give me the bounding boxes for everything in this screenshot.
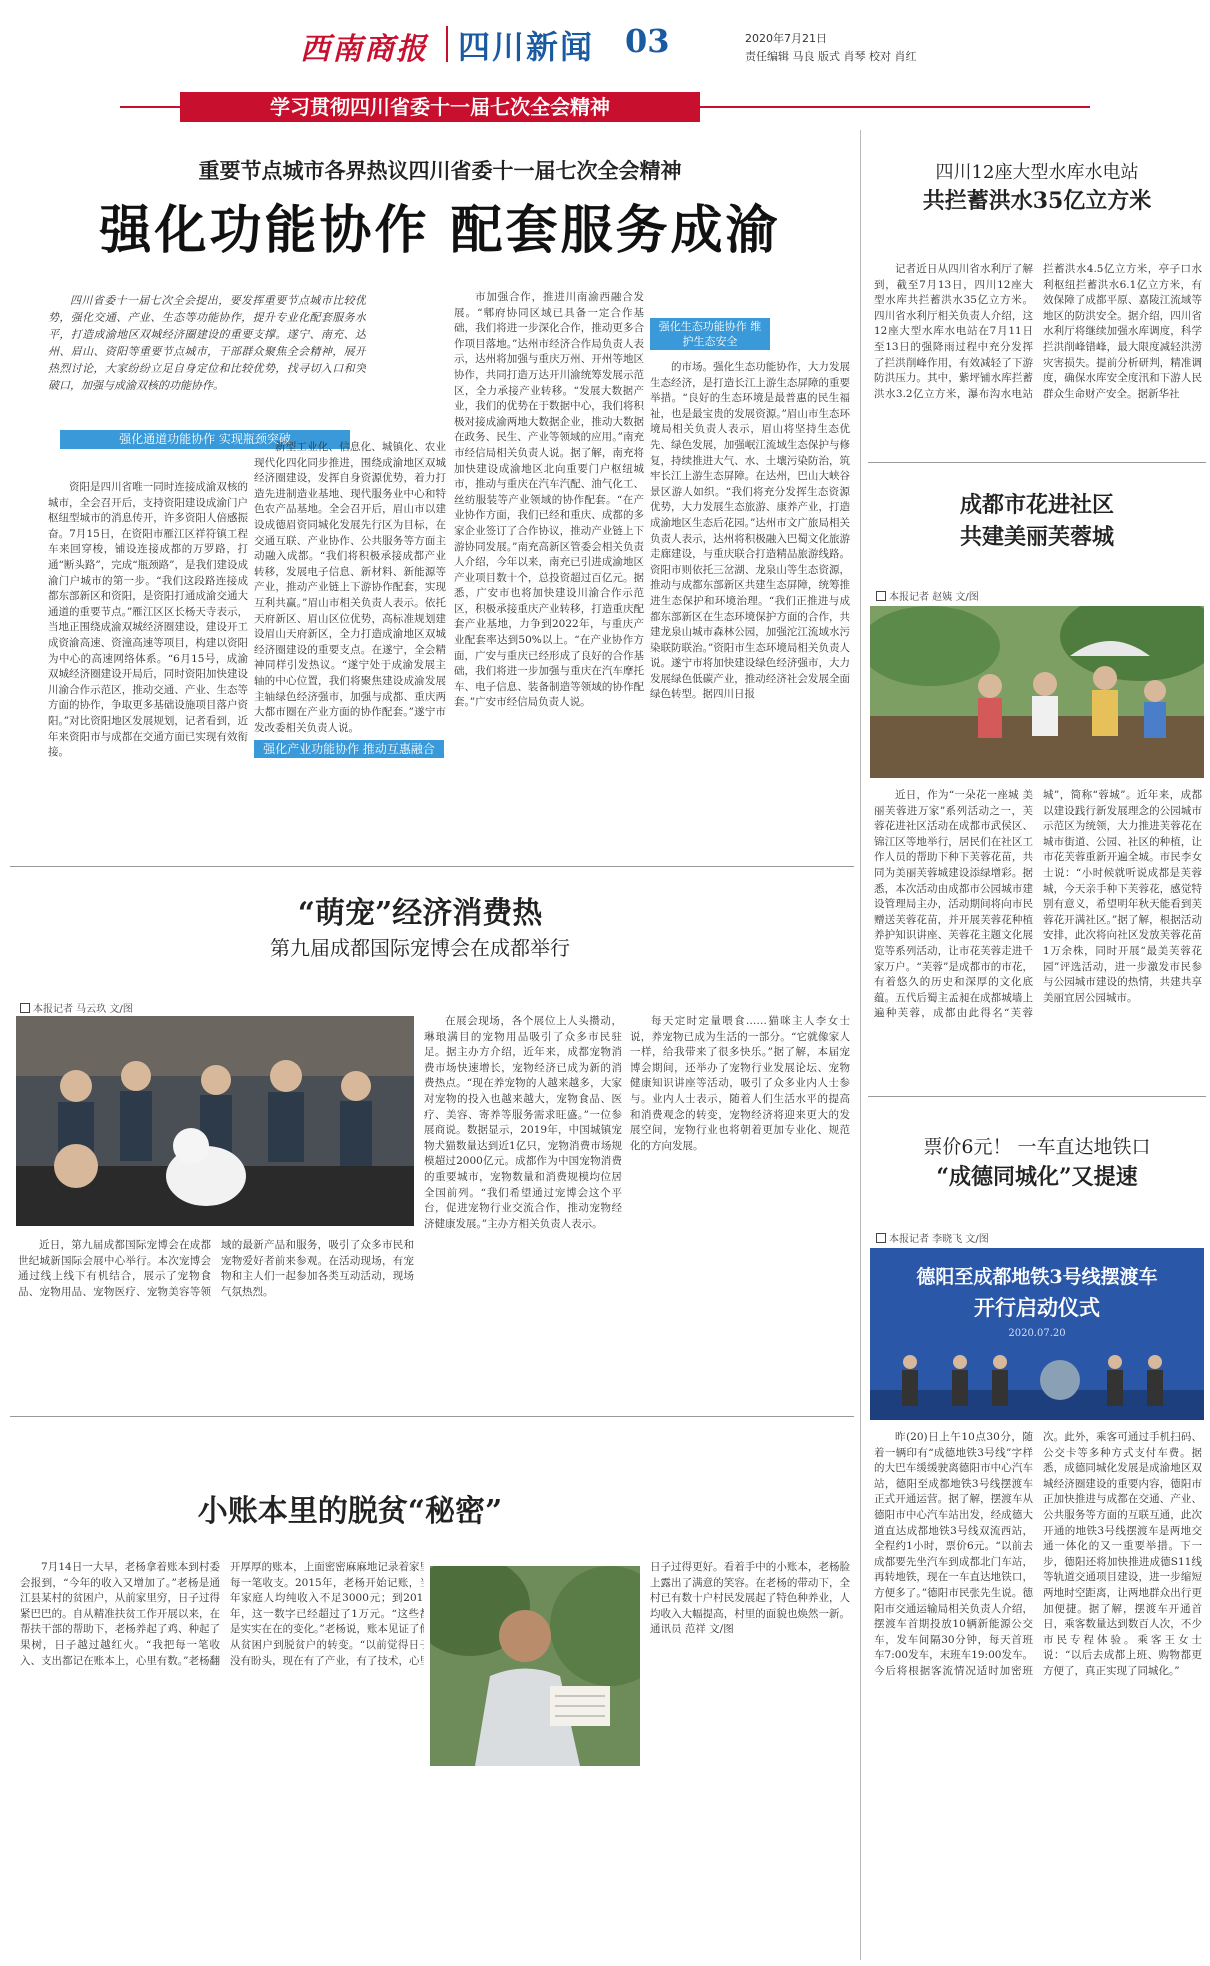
pets-top-rule: [10, 866, 854, 867]
poverty-title: 小账本里的脱贫“秘密”: [197, 1494, 503, 1529]
lead-subhead-ecology: 强化生态功能协作 维护生态安全: [650, 318, 770, 350]
lead-column-3: 市加强合作，推进川南渝西融合发展。“郫府协同区域已具备一定合作基础，我们将进一步深化合作，推动更多合作项目落地。”达州市经济合作局负责人表示，达州将加强与重庆万州、开州等地区协作，共同打造万达开川渝统筹发展示范区，全力承接产业转移。“发展大数据产业，我们的优势在于数据中心，我们将积极对接成渝两地大数据企业，推动大数据在政务、民生、产业等领域的应用。”南充市经信局相关负责人说。据了解，南充将加快建设成渝地区北向重要门户枢纽城市，推动与重庆在汽车汽配、油气化工、丝纺服装等产业领域的协作配套。“在产业协作方面，我们已经和重庆、成都的多家企业签订了合作协议，推动产业链上下游协同发展。”南充高新区管委会相关负责人介绍，今年以来，南充已引进成渝地区产业项目数十个，总投资超过百亿元。据悉，广安市也将加快建设川渝合作示范区，积极承接重庆产业转移，打造重庆配套产业基地，力争到2022年，与重庆产业配套率达到50%以上。“在产业协作方面，广安与重庆已经形成了良好的合作基础，我们将进一步加强与重庆在汽车摩托车、电子信息、装备制造等领域的协作配套。”广安市经信局负责人说。: [454, 291, 644, 709]
metro-photo-date: 2020.07.20: [1008, 1328, 1066, 1339]
pets-photo-image: [16, 1016, 414, 1226]
reservoir-bottom-rule: [868, 462, 1206, 463]
reservoir-title-1: 四川12座大型水库水电站: [935, 162, 1139, 183]
metro-ceremony-figures: [870, 1340, 1204, 1420]
flowers-title-2: 共建美丽芙蓉城: [959, 524, 1114, 550]
metro-text: 昨(20)日上午10点30分，随着一辆印有“成德地铁3号线”字样的大巴车缓缓驶离德阳市中心汽车站，德阳至成都地铁3号线摆渡车正式开通运营。据了解，摆渡车从德阳市中心汽车站出发，经成德大道直达成都地铁3号线双流西站，全程约1小时，票价6元。“以前去成都要先坐汽车到成都北门车站，再转地铁，现在一车直达地铁口，方便多了。”德阳市民张先生说。德阳市交通运输局相关负责人介绍，摆渡车首期投放10辆新能源公交车，发车间隔30分钟，每天首班车7:00发车，末班车19:00发车。今后将根据客流情况适时加密班次。此外，乘客可通过手机扫码、公交卡等多种方式支付车费。据悉，成德同城化发展是成渝地区双城经济圈建设的重要内容，德阳市正加快推进与成都在交通、产业、公共服务等方面的互联互通，此次开通的地铁3号线摆渡车是两地交通一体化的又一重要举措。下一步，德阳还将加快推进成德S11线等轨道交通项目建设，进一步缩短两地时空距离，让两地群众出行更加便捷。据了解，摆渡车开通首日，乘客数量达到数百人次，不少市民专程体验。乘客王女士说：“以后去成都上班、购物都更方便了，真正实现了同城化。”: [874, 1431, 1202, 1677]
metro-photo-title-1: 德阳至成都地铁3号线摆渡车: [916, 1266, 1158, 1288]
metro-title-1: 票价6元！ 一车直达地铁口: [923, 1136, 1151, 1158]
lead-headline: 强化功能协作 配套服务成渝: [99, 200, 781, 261]
metro-byline: 本报记者 李晓飞 文/图: [876, 1230, 989, 1245]
lead-column-1: 资阳是四川省唯一同时连接成渝双核的城市，全会召开后，支持资阳建设成渝门户枢纽型城市的消息传开，许多资阳人倍感振奋。7月15日，在资阳市雁江区祥符镇工程车来回穿梭，铺设连接成都的万罗路，打通“断头路”，完成“瓶颈路”，是我们建设成渝门户城市的第一步。“我们这段路连接成都东部新区和资阳，是资阳打通成渝交通大通道的重要节点。”雁江区区长杨天寺表示，当地正围绕成渝双城经济圈建设，建设开工成资渝高速、资潼高速等项目，构建以资阳为中心的高速网络体系。“6月15号，成渝双城经济圈建设开局后，同时资阳加快建设川渝合作示范区，推动交通、产业、生态等方面的协作，争取更多基础设施项目落户资阳。”对比资阳地区发展规划，记者看到，近年来资阳市与成都在交通方面已实现有效衔接。: [48, 481, 248, 759]
topic-banner: [120, 90, 1090, 124]
flowers-text: 近日，作为“一朵花一座城 美丽芙蓉进万家”系列活动之一，芙蓉花进社区活动在成都市武侯区、锦江区等地举行，居民们在社区工作人员的帮助下种下芙蓉花苗，共同为美丽芙蓉城建设添绿增彩。据悉，本次活动由成都市公园城市建设管理局主办，活动期间将向市民赠送芙蓉花苗，并开展芙蓉花种植养护知识讲座、芙蓉花主题文化展览等系列活动，让市花芙蓉走进千家万户。“芙蓉”是成都市的市花，有着悠久的历史和深厚的文化底蕴。五代后蜀主孟昶在成都城墙上遍种芙蓉，成都由此得名“芙蓉城”，简称“蓉城”。近年来，成都以建设践行新发展理念的公园城市示范区为统领，大力推进芙蓉花在城市街道、公园、社区的种植，让市花芙蓉重新开遍全城。市民李女士说：“小时候就听说成都是芙蓉城，今天亲手种下芙蓉花，感觉特别有意义，希望明年秋天能看到芙蓉花开满社区。”据了解，根据活动安排，此次将向社区发放芙蓉花苗1万余株，同时开展“最美芙蓉花园”评选活动，进一步激发市民参与公园城市建设的热情，共建共享美丽宜居公园城市。: [874, 789, 1202, 1020]
lead-right-divider: [860, 130, 861, 1960]
lead-kicker: 重要节点城市各界热议四川省委十一届七次全会精神: [198, 158, 682, 183]
lead-intro: 四川省委十一届七次全会提出，要发挥重要节点城市比较优势，强化交通、产业、生态等功能协作，提升专业化配套服务水平，打造成渝地区双城经济圈建设的重要支撑。遂宁、南充、达州、眉山、资阳等重要节点城市，干部群众聚焦全会精神，展开热烈讨论，大家纷纷立足自身定位和比较优势，找寻切入口和突破口，加强与成渝双核的功能协作。: [48, 294, 366, 392]
flowers-photo: [870, 606, 1204, 778]
pets-title-1: “萌宠”经济消费热: [297, 896, 543, 931]
issue-date: 2020年7月21日: [745, 32, 827, 45]
lead-column-4: 的市场。强化生态功能协作，大力发展生态经济，是打造长江上游生态屏障的重要举措。“良好的生态环境是最普惠的民生福祉，也是最宝贵的发展资源。”眉山市生态环境局相关负责人表示，眉山将坚持生态优先、绿色发展，加强岷江流域生态保护与修复，持续推进大气、水、土壤污染防治，筑牢长江上游生态屏障。在达州，巴山大峡谷景区游人如织。“我们将充分发挥生态资源优势，大力发展生态旅游、康养产业，打造成渝地区生态后花园。”达州市文广旅局相关负责人表示，达州将积极融入巴蜀文化旅游走廊建设，与重庆联合打造精品旅游线路。资阳市则依托三岔湖、龙泉山等生态资源，推动与成都东部新区共建生态屏障，统筹推进生态保护和环境治理。“我们正推进与成都东部新区在生态环境保护方面的合作，共建龙泉山城市森林公园，加强沱江流域水污染联防联治。”资阳市生态环境局相关负责人说。遂宁市将加快建设绿色经济强市，大力发展绿色低碳产业，推动经济社会发展全面绿色转型。据四川日报: [650, 361, 850, 701]
pets-byline: 本报记者 马云玖 文/图: [20, 1000, 133, 1015]
pets-text-3: 每天定时定量喂食……猫咪主人李女士说，养宠物已成为生活的一部分。“它就像家人一样，给我带来了很多快乐。”据了解，本届宠博会期间，还举办了宠物行业发展论坛、宠物健康知识讲座等活动，吸引了众多业内人士参与。业内人士表示，随着人们生活水平的提高和消费观念的转变，宠物经济将迎来更大的发展空间，宠物行业也将朝着更加专业化、规范化的方向发展。: [630, 1015, 850, 1152]
section-name: 四川新闻: [458, 28, 595, 66]
masthead: [0, 0, 1210, 80]
newspaper-logo: 西南商报: [300, 32, 428, 67]
pets-title-2: 第九届成都国际宠博会在成都举行: [270, 936, 570, 960]
lead-subhead-industry: 强化产业功能协作 推动互惠融合: [254, 740, 444, 758]
pets-photo: [16, 1016, 414, 1226]
poverty-photo: [430, 1566, 640, 1766]
flowers-photo-image: [870, 606, 1204, 778]
pets-text-2: 在展会现场，各个展位上人头攒动，琳琅满目的宠物用品吸引了众多市民驻足。据主办方介绍，近年来，成都宠物消费市场快速增长，宠物经济已成为新的消费热点。“现在养宠物的人越来越多，大家对宠物的投入也越来越大，宠物食品、医疗、美容、寄养等服务需求旺盛。”一位参展商说。数据显示，2019年，中国城镇宠物犬猫数量达到近1亿只，宠物消费市场规模超过2000亿元。成都作为中国宠物消费的重要城市，宠物数量和消费规模均位居全国前列。“我们希望通过宠博会这个平台，促进宠物行业交流合作，推动宠物经济健康发展。”主办方相关负责人表示。: [424, 1015, 622, 1230]
reservoir-title-2: 共拦蓄洪水35亿立方米: [922, 188, 1152, 214]
flowers-byline: 本报记者 赵姨 文/图: [876, 588, 979, 603]
poverty-text: 7月14日一大早，老杨拿着账本到村委会报到，“今年的收入又增加了。”老杨是通江县某村的贫困户，从前家里穷，日子过得紧巴巴的。自从精准扶贫工作开展以来，在帮扶干部的帮助下，老杨养起了鸡、种起了果树，日子越过越红火。“我把每一笔收入、支出都记在账本上，心里有数。”老杨翻开厚厚的账本，上面密密麻麻地记录着家里每一笔收支。2015年，老杨开始记账，当年家庭人均纯收入不足3000元；到2019年，这一数字已经超过了1万元。“这些都是实实在在的变化。”老杨说，账本见证了他从贫困户到脱贫户的转变。“以前觉得日子没有盼头，现在有了产业，有了技术，心里 日子过得更好。看着手中的小账本，老杨脸上露出了满意的笑容。在老杨的带动下，全村已有数十户村民发展起了特色种养业，人均收入大幅提高，村里的面貌也焕然一新。通讯员 范祥 文/图: [20, 1561, 850, 1667]
editor-credits: 责任编辑 马良 版式 肖琴 校对 肖红: [745, 50, 917, 63]
poverty-photo-image: [430, 1566, 640, 1766]
reservoir-text: 记者近日从四川省水利厅了解到，截至7月13日，四川12座大型水库共拦蓄洪水35亿立方米。四川省水利厅相关负责人介绍，这12座大型水库水电站在7月11日至13日的强降雨过程中充分发挥了拦洪削峰作用，有效减轻了下游防洪压力。其中，紫坪铺水库拦蓄洪水3.2亿立方米，瀑布沟水电站拦蓄洪水4.5亿立方米，亭子口水利枢纽拦蓄洪水6.1亿立方米，有效保障了成都平原、嘉陵江流域等地区的防洪安全。据介绍，四川省水利厅将继续加强水库调度，科学拦洪削峰错峰，最大限度减轻洪涝灾害损失。提前分析研判，精准调度，确保水库安全度汛和下游人民群众生命财产安全。据新华社: [874, 263, 1202, 400]
poverty-top-rule: [10, 1416, 854, 1417]
metro-photo-title-2: 开行启动仪式: [974, 1295, 1100, 1320]
logo-divider: [446, 26, 448, 62]
metro-title-2: “成德同城化”又提速: [936, 1164, 1138, 1190]
page-number: 03: [625, 22, 670, 60]
metro-photo: [870, 1248, 1204, 1420]
flowers-title-1: 成都市花进社区: [959, 492, 1114, 518]
banner-label: 学习贯彻四川省委十一届七次全会精神: [180, 92, 700, 122]
lead-column-2: 新型工业化、信息化、城镇化、农业现代化四化同步推进，围绕成渝地区双城经济圈建设，发挥自身资源优势，着力打造先进制造业基地、现代服务业中心和特色农产品基地。全会召开后，眉山市以建设成德眉资同城化发展先行区为目标，在交通互联、产业协作、公共服务等方面主动融入成都。“我们将积极承接成都产业转移，发展电子信息、新材料、新能源等产业，推动产业链上下游协作配套，实现互利共赢。”眉山市相关负责人表示。依托天府新区、眉山区位优势，高标准规划建设眉山天府新区，全力打造成渝地区双城经济圈建设的重要支点。在遂宁，全会精神同样引发热议。“遂宁处于成渝发展主轴的中心位置，我们将聚焦建设成渝发展主轴绿色经济强市，加强与成都、重庆两大都市圈在产业方面的协作配套。”遂宁市发改委相关负责人说。: [254, 441, 446, 734]
pets-text-1: 近日，第九届成都国际宠博会在成都世纪城新国际会展中心举行。本次宠博会通过线上线下有机结合，展示了宠物食品、宠物用品、宠物医疗、宠物美容等领域的最新产品和服务，吸引了众多市民和宠物爱好者前来参观。在活动现场，有宠物和主人们一起参加各类互动活动，现场气氛热烈。: [18, 1239, 414, 1298]
flowers-bottom-rule: [868, 1096, 1206, 1097]
lead-subhead-transport: 强化通道功能协作 实现瓶颈突破: [60, 430, 350, 449]
